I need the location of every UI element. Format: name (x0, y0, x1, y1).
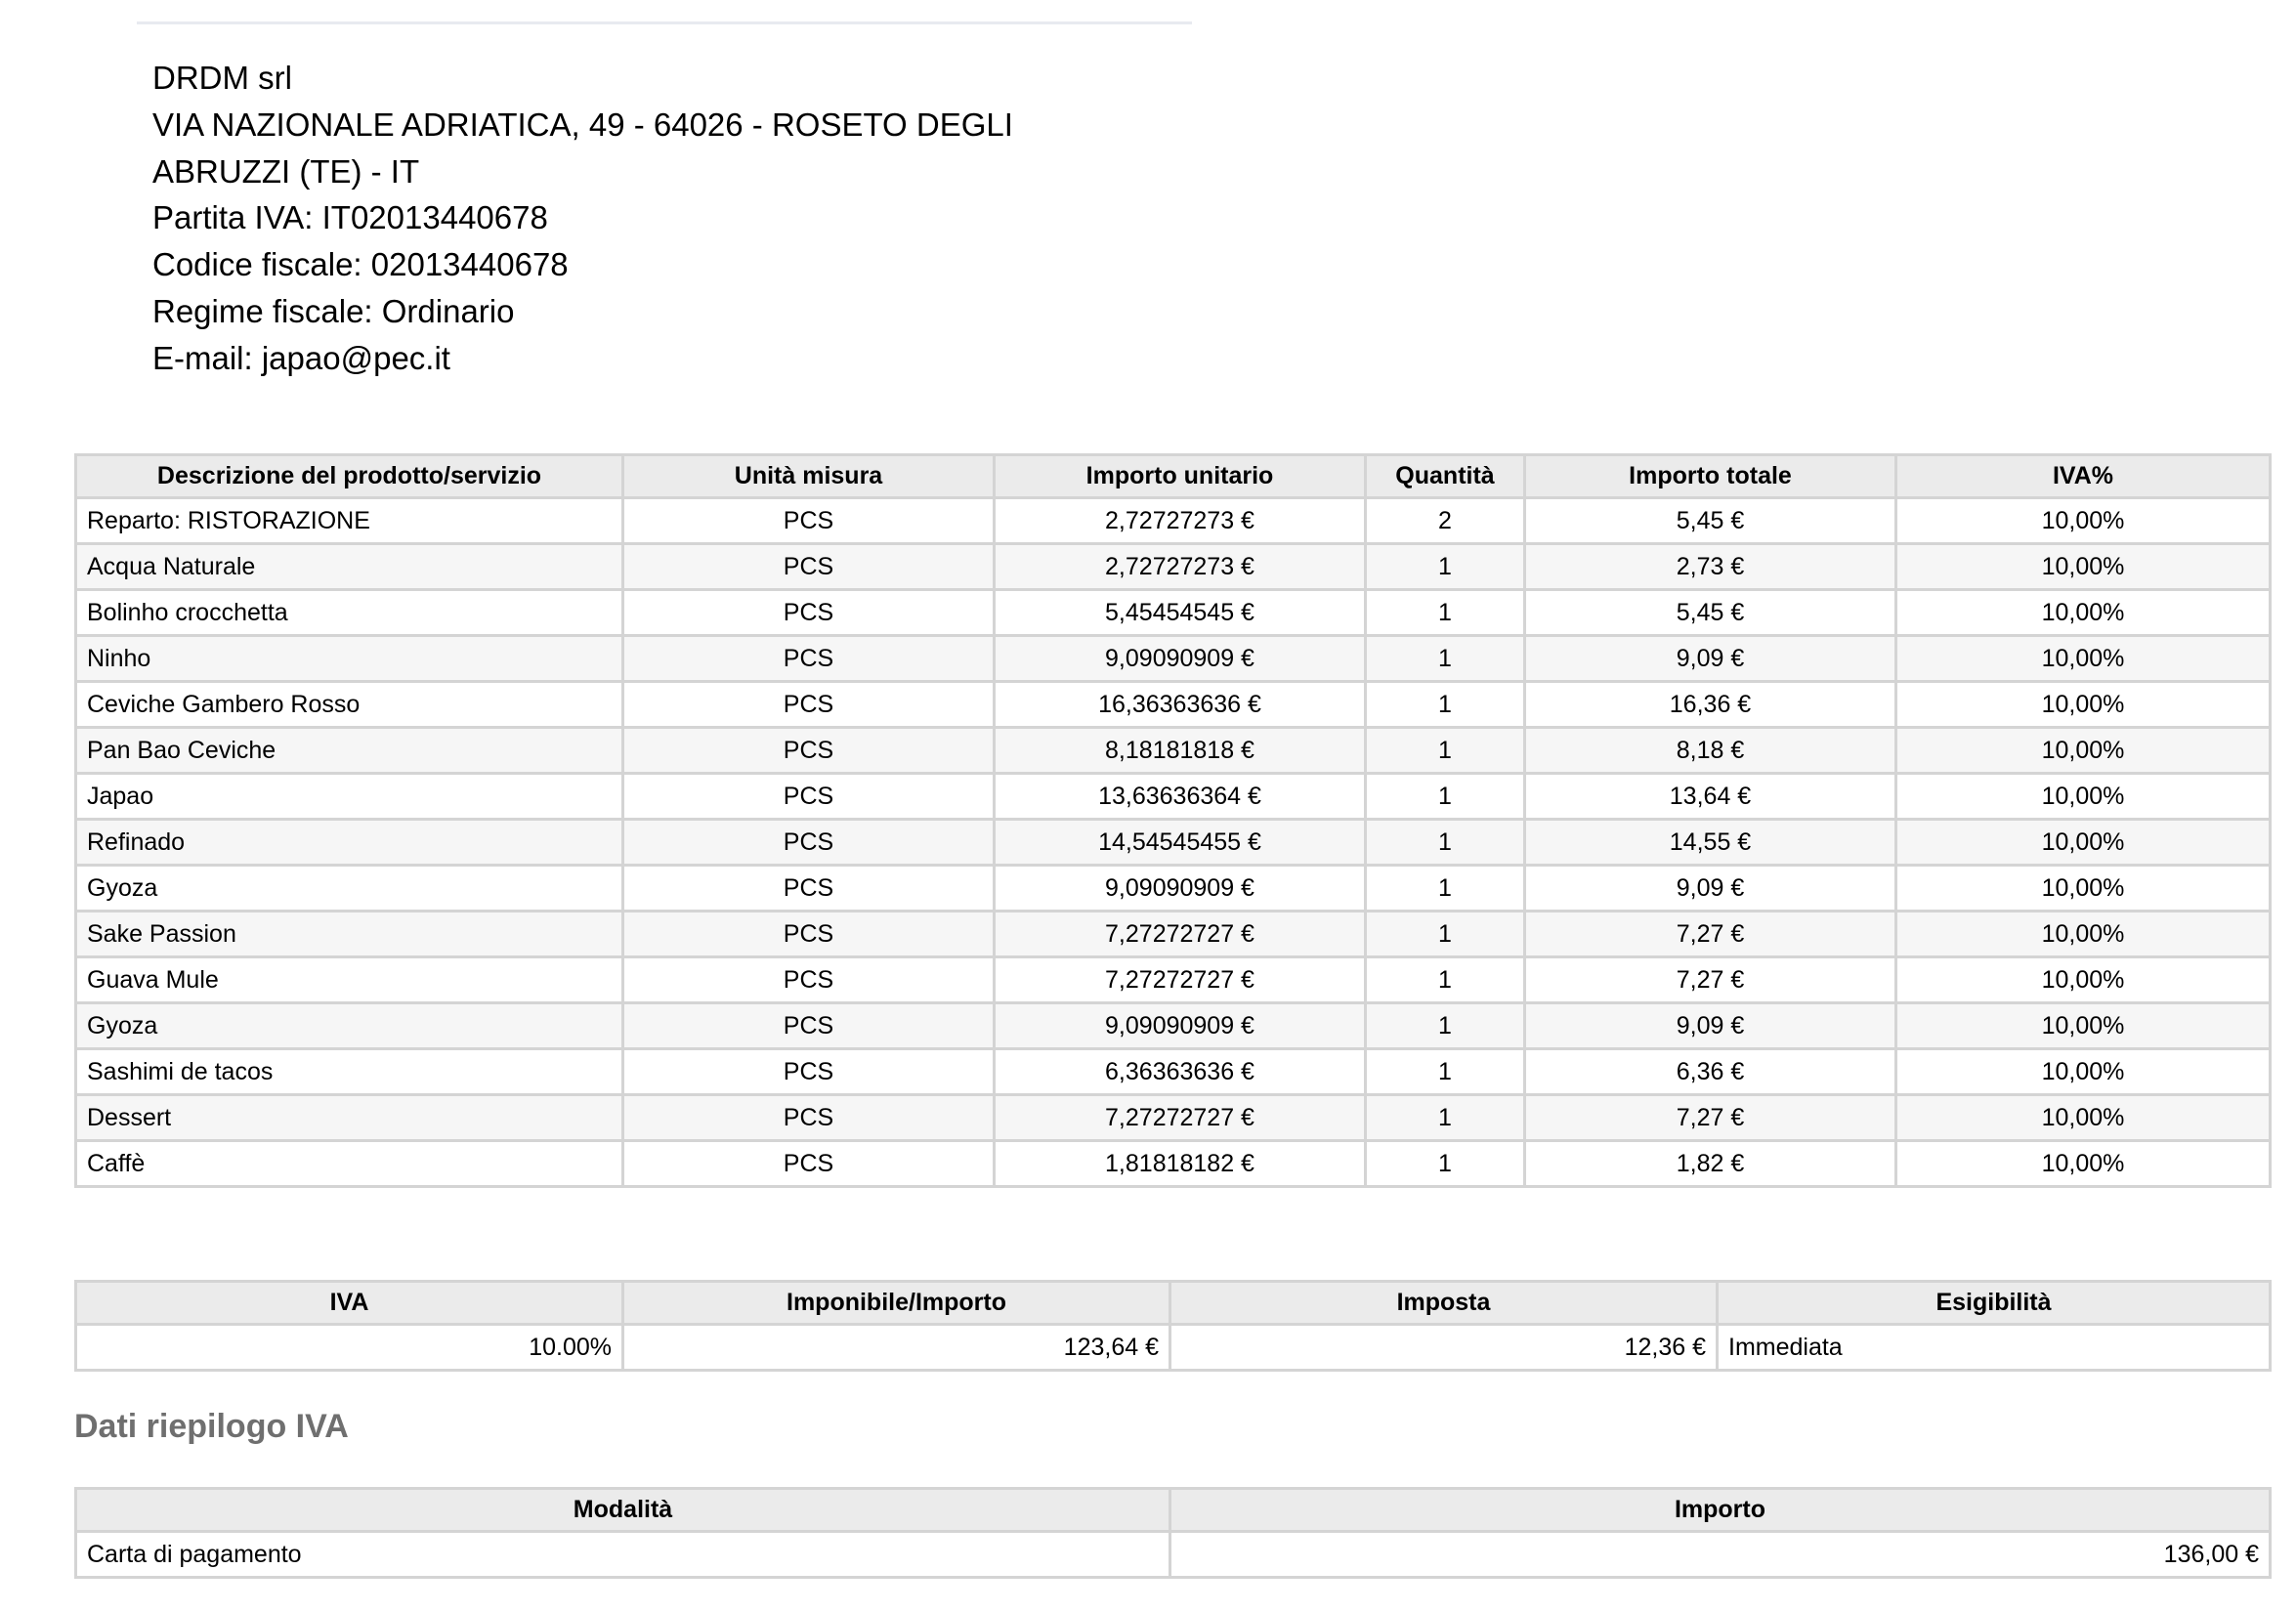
item-quantity: 1 (1366, 636, 1525, 682)
item-unit: PCS (623, 1141, 995, 1187)
item-description: Refinado (76, 820, 623, 866)
vat-rate: 10.00% (76, 1325, 623, 1371)
item-vat-rate: 10,00% (1896, 1003, 2271, 1049)
item-total: 6,36 € (1525, 1049, 1896, 1095)
item-total: 8,18 € (1525, 728, 1896, 774)
header-quantity: Quantità (1366, 455, 1525, 498)
table-row (76, 498, 2271, 544)
header-unit: Unità misura (623, 455, 995, 498)
header-payment-amount: Importo (1170, 1489, 2271, 1532)
vat-header-row (76, 1282, 2271, 1325)
item-quantity: 2 (1366, 498, 1525, 544)
item-description: Ninho (76, 636, 623, 682)
table-row (76, 866, 2271, 912)
item-description: Bolinho crocchetta (76, 590, 623, 636)
vat-table (74, 1280, 2272, 1372)
item-description: Guava Mule (76, 957, 623, 1003)
item-total: 5,45 € (1525, 590, 1896, 636)
tax-amount: 12,36 € (1170, 1325, 1718, 1371)
sender-address-line2: ABRUZZI (TE) - IT (152, 152, 420, 190)
item-quantity: 1 (1366, 544, 1525, 590)
item-unit-price: 5,45454545 € (995, 590, 1366, 636)
table-row (76, 590, 2271, 636)
item-total: 1,82 € (1525, 1141, 1896, 1187)
table-row (76, 912, 2271, 957)
item-quantity: 1 (1366, 590, 1525, 636)
item-unit: PCS (623, 774, 995, 820)
item-unit-price: 2,72727273 € (995, 544, 1366, 590)
table-row (76, 774, 2271, 820)
sender-fiscal-code: Codice fiscale: 02013440678 (152, 246, 569, 283)
sender-vat-number: Partita IVA: IT02013440678 (152, 199, 548, 236)
sender-block (152, 55, 1129, 382)
item-total: 9,09 € (1525, 866, 1896, 912)
item-total: 7,27 € (1525, 1095, 1896, 1141)
item-vat-rate: 10,00% (1896, 544, 2271, 590)
table-row (76, 1141, 2271, 1187)
item-quantity: 1 (1366, 682, 1525, 728)
item-vat-rate: 10,00% (1896, 774, 2271, 820)
item-quantity: 1 (1366, 1003, 1525, 1049)
item-description: Gyoza (76, 1003, 623, 1049)
item-unit: PCS (623, 498, 995, 544)
item-vat-rate: 10,00% (1896, 1141, 2271, 1187)
item-quantity: 1 (1366, 1095, 1525, 1141)
item-unit-price: 6,36363636 € (995, 1049, 1366, 1095)
table-row (76, 728, 2271, 774)
sender-email: E-mail: japao@pec.it (152, 339, 450, 376)
header-vat-rate: IVA% (1896, 455, 2271, 498)
header-total: Importo totale (1525, 455, 1896, 498)
item-quantity: 1 (1366, 957, 1525, 1003)
sender-name: DRDM srl (152, 60, 292, 96)
item-vat-rate: 10,00% (1896, 636, 2271, 682)
item-unit: PCS (623, 636, 995, 682)
item-total: 13,64 € (1525, 774, 1896, 820)
item-description: Caffè (76, 1141, 623, 1187)
item-quantity: 1 (1366, 1141, 1525, 1187)
payment-method: Carta di pagamento (76, 1532, 1170, 1578)
item-total: 9,09 € (1525, 1003, 1896, 1049)
item-unit: PCS (623, 912, 995, 957)
item-total: 7,27 € (1525, 912, 1896, 957)
table-row (76, 682, 2271, 728)
sender-address-line1: VIA NAZIONALE ADRIATICA, 49 - 64026 - ROSETO DEGLI (152, 106, 1013, 143)
item-vat-rate: 10,00% (1896, 590, 2271, 636)
item-description: Acqua Naturale (76, 544, 623, 590)
item-vat-rate: 10,00% (1896, 957, 2271, 1003)
item-description: Ceviche Gambero Rosso (76, 682, 623, 728)
table-row (76, 1049, 2271, 1095)
item-unit: PCS (623, 820, 995, 866)
item-unit-price: 7,27272727 € (995, 1095, 1366, 1141)
payment-table (74, 1487, 2272, 1579)
item-unit: PCS (623, 1049, 995, 1095)
table-row (76, 1532, 2271, 1578)
item-unit-price: 13,63636364 € (995, 774, 1366, 820)
header-taxable-amount: Imponibile/Importo (623, 1282, 1170, 1325)
item-unit: PCS (623, 544, 995, 590)
item-vat-rate: 10,00% (1896, 728, 2271, 774)
header-payment-method: Modalità (76, 1489, 1170, 1532)
item-vat-rate: 10,00% (1896, 498, 2271, 544)
item-total: 5,45 € (1525, 498, 1896, 544)
item-unit: PCS (623, 590, 995, 636)
item-vat-rate: 10,00% (1896, 1095, 2271, 1141)
item-vat-rate: 10,00% (1896, 912, 2271, 957)
item-unit: PCS (623, 866, 995, 912)
item-unit: PCS (623, 728, 995, 774)
item-total: 14,55 € (1525, 820, 1896, 866)
item-unit-price: 9,09090909 € (995, 636, 1366, 682)
header-vat: IVA (76, 1282, 623, 1325)
item-quantity: 1 (1366, 912, 1525, 957)
item-description: Japao (76, 774, 623, 820)
top-divider (137, 21, 1192, 24)
header-tax: Imposta (1170, 1282, 1718, 1325)
item-unit-price: 8,18181818 € (995, 728, 1366, 774)
item-quantity: 1 (1366, 728, 1525, 774)
table-row (76, 1003, 2271, 1049)
item-total: 9,09 € (1525, 636, 1896, 682)
item-quantity: 1 (1366, 866, 1525, 912)
table-row (76, 820, 2271, 866)
item-unit: PCS (623, 1003, 995, 1049)
item-unit-price: 7,27272727 € (995, 912, 1366, 957)
item-unit-price: 7,27272727 € (995, 957, 1366, 1003)
item-description: Pan Bao Ceviche (76, 728, 623, 774)
item-unit: PCS (623, 682, 995, 728)
item-description: Gyoza (76, 866, 623, 912)
item-unit-price: 9,09090909 € (995, 866, 1366, 912)
item-unit: PCS (623, 957, 995, 1003)
table-row (76, 544, 2271, 590)
item-description: Dessert (76, 1095, 623, 1141)
table-row (76, 1095, 2271, 1141)
item-unit: PCS (623, 1095, 995, 1141)
item-unit-price: 9,09090909 € (995, 1003, 1366, 1049)
items-table (74, 453, 2272, 1188)
item-total: 16,36 € (1525, 682, 1896, 728)
item-vat-rate: 10,00% (1896, 682, 2271, 728)
sender-tax-regime: Regime fiscale: Ordinario (152, 292, 515, 329)
item-quantity: 1 (1366, 820, 1525, 866)
item-total: 7,27 € (1525, 957, 1896, 1003)
item-vat-rate: 10,00% (1896, 1049, 2271, 1095)
header-unit-price: Importo unitario (995, 455, 1366, 498)
item-description: Reparto: RISTORAZIONE (76, 498, 623, 544)
vat-summary-title: Dati riepilogo IVA (74, 1408, 349, 1445)
header-description: Descrizione del prodotto/servizio (76, 455, 623, 498)
item-unit-price: 1,81818182 € (995, 1141, 1366, 1187)
item-total: 2,73 € (1525, 544, 1896, 590)
item-vat-rate: 10,00% (1896, 820, 2271, 866)
item-description: Sashimi de tacos (76, 1049, 623, 1095)
taxable-amount: 123,64 € (623, 1325, 1170, 1371)
item-vat-rate: 10,00% (1896, 866, 2271, 912)
item-unit-price: 16,36363636 € (995, 682, 1366, 728)
item-quantity: 1 (1366, 774, 1525, 820)
table-row (76, 1325, 2271, 1371)
chargeability: Immediata (1718, 1325, 2271, 1371)
item-description: Sake Passion (76, 912, 623, 957)
items-header-row (76, 455, 2271, 498)
item-unit-price: 14,54545455 € (995, 820, 1366, 866)
table-row (76, 957, 2271, 1003)
item-quantity: 1 (1366, 1049, 1525, 1095)
item-unit-price: 2,72727273 € (995, 498, 1366, 544)
header-chargeability: Esigibilità (1718, 1282, 2271, 1325)
table-row (76, 636, 2271, 682)
payment-amount: 136,00 € (1170, 1532, 2271, 1578)
payment-header-row (76, 1489, 2271, 1532)
